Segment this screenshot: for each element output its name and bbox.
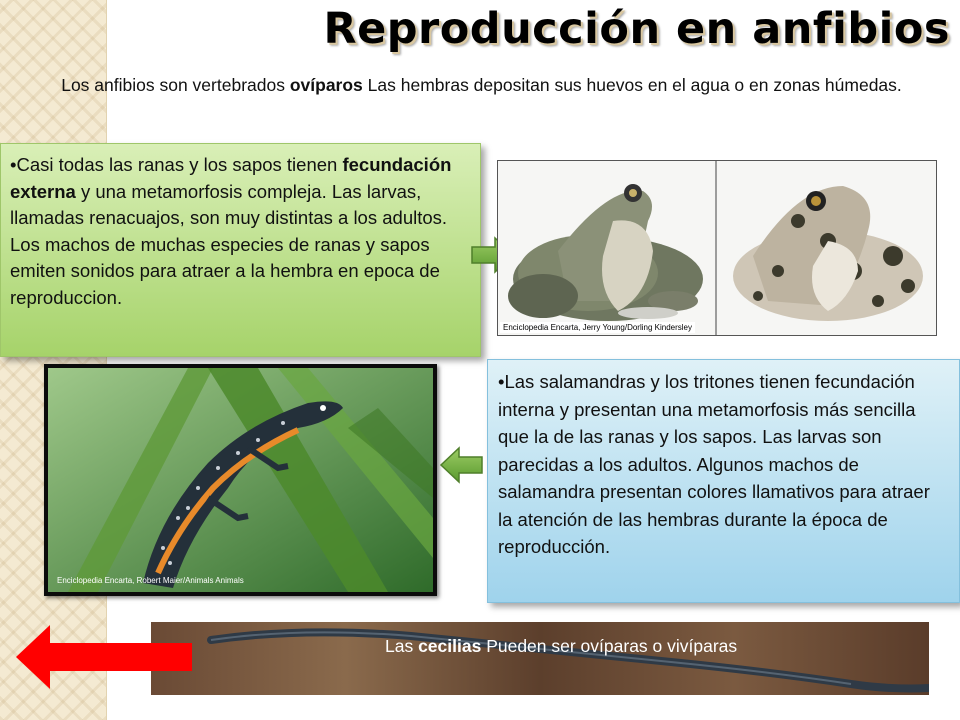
caecilian-text	[385, 632, 745, 660]
frog-photo-credit: Enciclopedia Encarta, Jerry Young/Dorling Kindersley	[500, 322, 695, 333]
caecilian-bold: cecilias	[418, 636, 482, 656]
slide-title: Reproducción en anfibios	[323, 4, 950, 54]
frogs-text-box	[0, 143, 481, 357]
caecilian-text-1: Las	[385, 636, 419, 656]
intro-text	[14, 72, 949, 98]
bullet: •	[10, 154, 17, 175]
newt-photo-credit: Enciclopedia Encarta, Robert Maier/Animals Animals	[57, 576, 244, 585]
frogs-photo	[497, 160, 937, 336]
decorative-side-strip	[0, 0, 107, 720]
intro-part2: Las hembras depositan sus huevos en el agua o en zonas húmedas.	[362, 75, 902, 95]
intro-part1: Los anfibios son vertebrados	[61, 75, 290, 95]
newt-illustration	[48, 368, 433, 592]
salamanders-text-box	[487, 359, 960, 603]
caecilian-text-2: Pueden ser ovíparas o vivíparas	[481, 636, 738, 656]
frogs-text-2: y una metamorfosis compleja. Las larvas, llamadas renacuajos, son muy distintas a los adultos. Los machos de muchas especies de ranas y sapos emiten sonidos para atraer a la hembra en epoca de reproduccion.	[10, 180, 448, 308]
salamanders-text: Las salamandras y los tritones tienen fecundación interna y presentan una metamorfosis más sencilla que la de las ranas y los sapos. Las larvas son parecidas a los adultos. Algunos machos de salamandra presentan colores llamativos para atraer la atención de las hembras durante la época de reproducción.	[498, 371, 930, 557]
frogs-bold: fecundación externa	[10, 154, 452, 202]
bullet: •	[498, 371, 505, 392]
back-arrow-icon[interactable]	[14, 623, 194, 691]
frogs-illustration	[498, 161, 936, 335]
arrow-left-icon[interactable]	[439, 446, 483, 484]
intro-bold: ovíparos	[289, 75, 363, 95]
newt-photo	[44, 364, 437, 596]
frogs-text-1: Casi todas las ranas y los sapos tienen	[16, 154, 343, 175]
